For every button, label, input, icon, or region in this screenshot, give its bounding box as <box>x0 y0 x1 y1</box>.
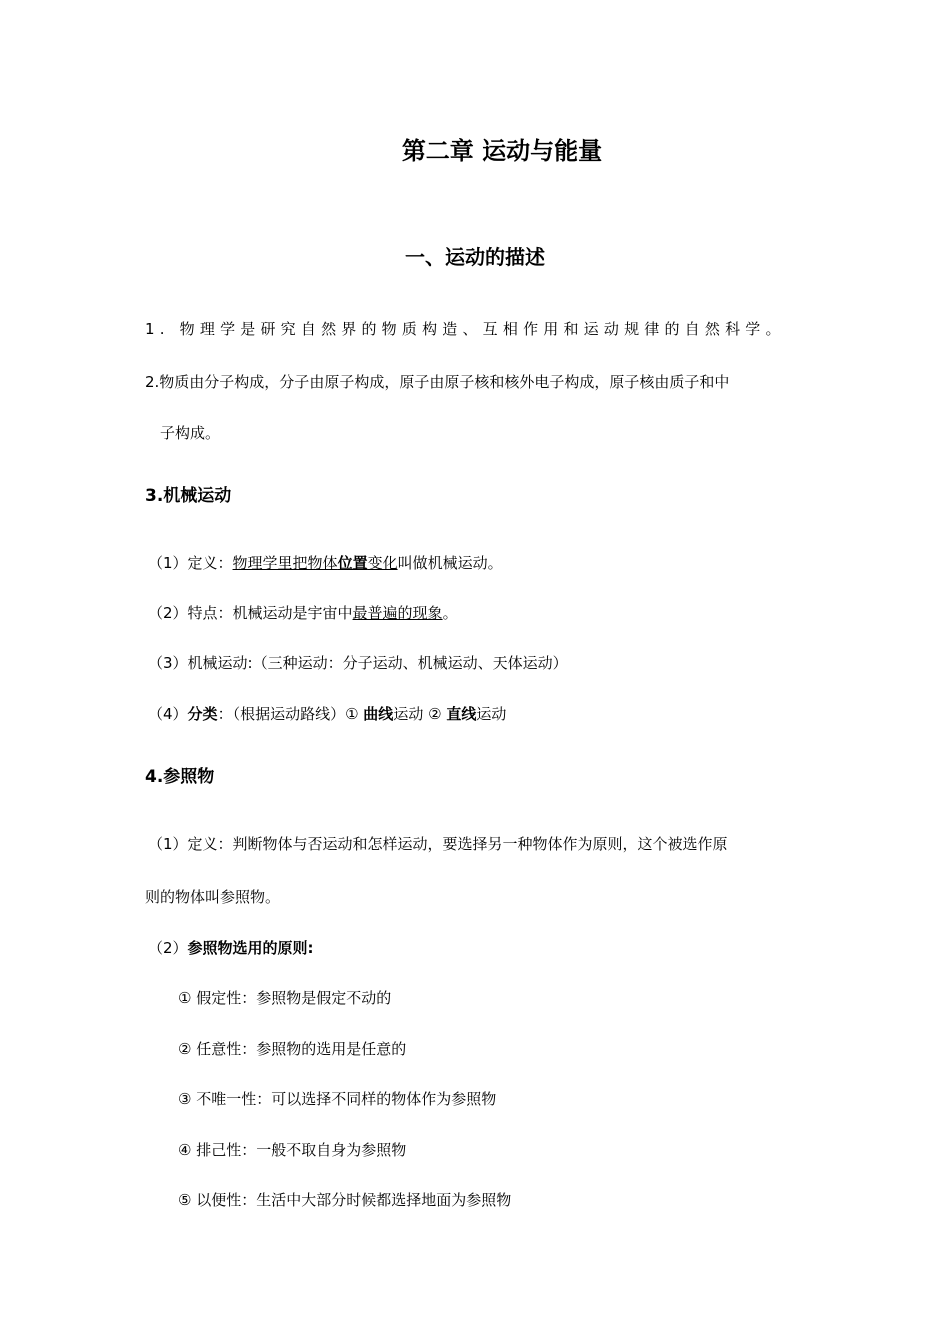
mech-definition-underlined-1: 物理学里把物体 <box>232 554 338 572</box>
ref-definition-line-2: 则的物体叫参照物。 <box>145 888 281 906</box>
mech-class-label: 分类 <box>187 705 218 723</box>
mech-feature-suffix: 。 <box>442 604 458 622</box>
subheading-reference-object: 4.参照物 <box>145 767 215 787</box>
ref-principle-heading <box>148 938 314 958</box>
subheading-mechanical-motion: 3.机械运动 <box>145 486 232 506</box>
mech-class-straight: 直线 <box>446 705 477 723</box>
paragraph-2-line-2: 子构成。 <box>160 424 221 442</box>
ref-principle-label: 参照物选用的原则: <box>187 939 314 957</box>
paragraph-2-line-1: 2.物质由分子构成，分子由原子构成，原子由原子核和核外电子构成，原子核由质子和中 <box>145 373 730 391</box>
mech-class-mid: ：（根据运动路线）① <box>217 705 359 723</box>
ref-item: ④ 排己性：一般不取自身为参照物 <box>178 1141 407 1159</box>
ref-definition-line-1: （1）定义：判断物体与否运动和怎样运动，要选择另一种物体作为原则，这个被选作原 <box>148 835 728 853</box>
section-heading: 一、运动的描述 <box>405 245 545 269</box>
ref-principle-prefix: （2） <box>148 939 188 957</box>
paragraph-1: 1. 物理学是研究自然界的物质构造、互相作用和运动规律的自然科学。 <box>145 320 786 338</box>
mech-feature-underlined: 最普遍的现象 <box>352 604 443 622</box>
mech-three-kinds: （3）机械运动:（三种运动：分子运动、机械运动、天体运动） <box>148 654 568 672</box>
ref-item: ③ 不唯一性：可以选择不同样的物体作为参照物 <box>178 1090 497 1108</box>
mech-class-prefix: （4） <box>148 705 188 723</box>
chapter-title: 第二章 运动与能量 <box>401 137 603 165</box>
mech-classification <box>148 704 506 724</box>
mech-class-text-1: 运动 ② <box>393 705 442 723</box>
mech-definition-change: 变化 <box>367 554 398 572</box>
mech-definition-prefix: （1）定义： <box>148 554 233 572</box>
mech-feature <box>148 603 458 623</box>
ref-item: ⑤ 以便性：生活中大部分时候都选择地面为参照物 <box>178 1191 512 1209</box>
ref-item: ① 假定性：参照物是假定不动的 <box>178 989 392 1007</box>
mech-feature-prefix: （2）特点：机械运动是宇宙中 <box>148 604 353 622</box>
mech-definition <box>148 553 503 573</box>
mech-definition-suffix: 叫做机械运动。 <box>397 554 503 572</box>
ref-item: ② 任意性：参照物的选用是任意的 <box>178 1040 407 1058</box>
mech-definition-position: 位置 <box>337 554 368 572</box>
mech-class-curve: 曲线 <box>363 705 394 723</box>
mech-class-text-2: 运动 <box>476 705 507 723</box>
